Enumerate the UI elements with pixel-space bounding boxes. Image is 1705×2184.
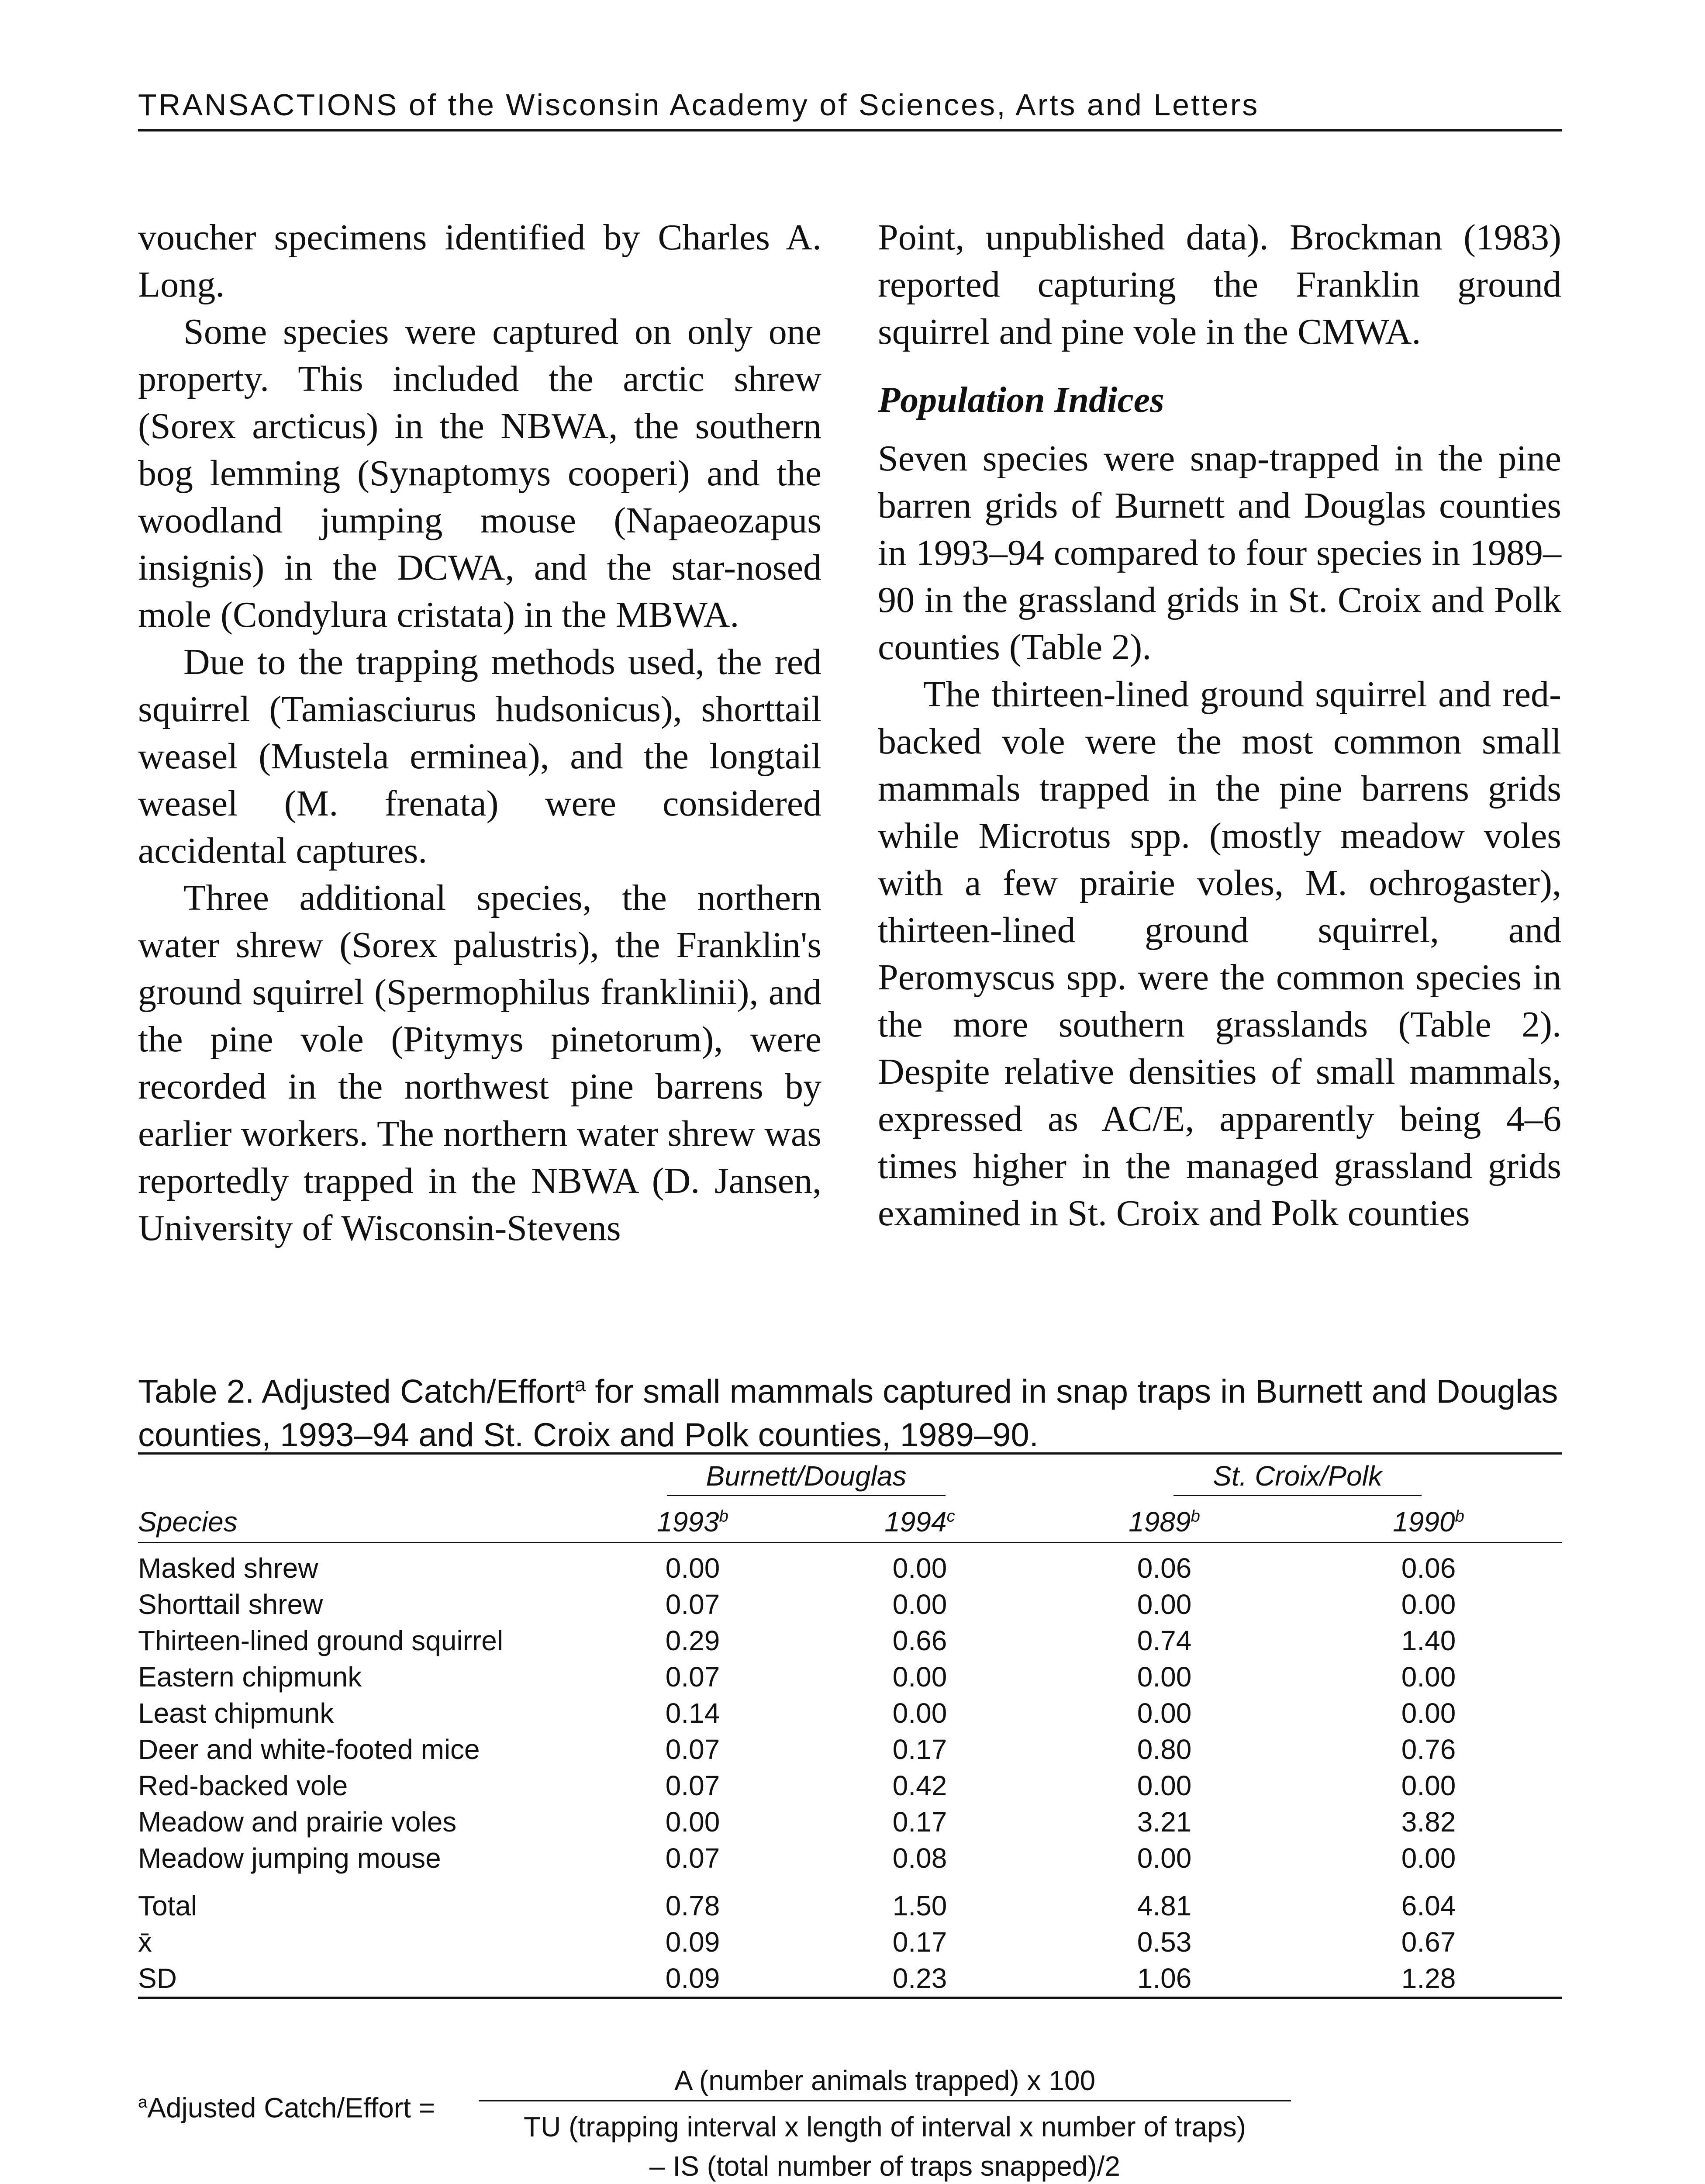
summary-row-sd: [138, 1960, 1562, 1998]
table-row: [138, 1659, 1562, 1695]
value-cell: 0.00: [665, 1806, 720, 1838]
value-cell: 0.00: [1137, 1842, 1192, 1874]
value-cell: 0.00: [1137, 1697, 1192, 1729]
species-cell: Meadow jumping mouse: [138, 1842, 441, 1874]
value-cell: 0.66: [892, 1625, 947, 1656]
formula-denominator: TU (trapping interval x length of interval x number of traps) – IS (total number of traps snapped)/2: [523, 2111, 1246, 2182]
value-cell: 0.00: [1137, 1661, 1192, 1693]
species-cell: Red-backed vole: [138, 1770, 348, 1801]
table-row: [138, 1804, 1562, 1840]
value-cell: 0.78: [665, 1890, 720, 1921]
year-column-header: 1994$^c$: [806, 1502, 1033, 1543]
body-paragraph: Three additional species, the northern water shrew (Sorex palustris), the Franklin's ground squirrel (Spermophilus franklinii), and the pine vole (Pitymys pinetorum), were recorded in the northwest pine barrens by earlier workers. The northern water shrew was reportedly trapped in the NBWA (D. Jansen, University of Wisconsin-Stevens: [138, 878, 821, 1248]
body-paragraph: Some species were captured on only one property. This included the arctic shrew (Sorex arcticus) in the NBWA, the southern bog lemming (Synaptomys cooperi) and the woodland jumping mouse (Napaeozapus insignis) in the DCWA, and the star-nosed mole (Condylura cristata) in the MBWA.: [138, 311, 821, 635]
table-caption-footnote-marker: a: [574, 1373, 586, 1396]
body-paragraph: Point, unpublished data). Brockman (1983) reported capturing the Franklin ground squirrel and pine vole in the CMWA.: [878, 217, 1561, 352]
value-cell: 0.74: [1137, 1625, 1192, 1656]
value-cell: 0.80: [1137, 1734, 1192, 1765]
value-cell: 0.23: [892, 1963, 947, 1994]
value-cell: 1.50: [892, 1890, 947, 1921]
value-cell: 0.06: [1137, 1552, 1192, 1584]
species-cell: Meadow and prairie voles: [138, 1806, 457, 1838]
body-paragraph: The thirteen-lined ground squirrel and red-backed vole were the most common small mammals trapped in the pine barrens grids while Microtus spp. (mostly meadow voles with a few prairie voles, M. ochrogaster), thirteen-lined ground squirrel, and Peromyscus spp. were the common species in the more southern grasslands (Table 2). Despite relative densities of small mammals, expressed as AC/E, apparently being 4–6 times higher in the managed grassland grids examined in St. Croix and Polk counties: [878, 674, 1561, 1234]
table-footnotes: [138, 2062, 1562, 2184]
formula-label: $^a$Adjusted Catch/Effort =: [138, 2092, 435, 2124]
value-cell: 0.07: [665, 1842, 720, 1874]
value-cell: 3.82: [1401, 1806, 1456, 1838]
species-cell: Deer and white-footed mice: [138, 1734, 480, 1765]
value-cell: 0.09: [665, 1926, 720, 1958]
value-cell: 0.17: [892, 1926, 947, 1958]
table-row: [138, 1695, 1562, 1731]
value-cell: 0.07: [665, 1770, 720, 1801]
value-cell: 0.08: [892, 1842, 947, 1874]
year-column-header: 1990$^b$: [1295, 1502, 1562, 1543]
species-cell: Thirteen-lined ground squirrel: [138, 1625, 503, 1656]
table-caption-text: for small mammals captured in snap traps in Burnett and Douglas counties, 1993–94 and St. Croix and Polk counties, 1989–90.: [138, 1373, 1558, 1454]
table-row: [138, 1623, 1562, 1659]
table-row: [138, 1840, 1562, 1876]
value-cell: 0.53: [1137, 1926, 1192, 1958]
value-cell: 0.76: [1401, 1734, 1456, 1765]
value-cell: 0.00: [892, 1552, 947, 1584]
data-table: [138, 1452, 1562, 1999]
value-cell: 4.81: [1137, 1890, 1192, 1921]
value-cell: 0.67: [1401, 1926, 1456, 1958]
table-caption-title: Table 2. Adjusted Catch/Effort: [138, 1373, 575, 1410]
body-paragraph: Seven species were snap-trapped in the pine barren grids of Burnett and Douglas counties in 1993–94 compared to four species in 1989–90 in the grassland grids in St. Croix and Polk counties (Table 2).: [878, 438, 1561, 667]
table-row: [138, 1542, 1562, 1586]
summary-label: x̄: [138, 1926, 152, 1958]
species-cell: Least chipmunk: [138, 1697, 334, 1729]
group-header-st-croix-polk: St. Croix/Polk: [1033, 1454, 1562, 1502]
summary-row-total: [138, 1876, 1562, 1924]
body-paragraph: Due to the trapping methods used, the red squirrel (Tamiasciurus hudsonicus), shorttail weasel (Mustela erminea), and the longtail weasel (M. frenata) were considered accidental captures.: [138, 642, 821, 871]
fraction-bar: [479, 2100, 1291, 2101]
summary-row-mean: [138, 1924, 1562, 1960]
year-column-header: 1989$^b$: [1033, 1502, 1295, 1543]
value-cell: 0.00: [1137, 1770, 1192, 1801]
species-cell: Shorttail shrew: [138, 1589, 323, 1620]
value-cell: 0.42: [892, 1770, 947, 1801]
value-cell: 0.17: [892, 1734, 947, 1765]
right-column: [878, 214, 1561, 1237]
running-head: TRANSACTIONS of the Wisconsin Academy of Sciences, Arts and Letters: [138, 87, 1562, 131]
value-cell: 0.00: [892, 1589, 947, 1620]
value-cell: 0.00: [892, 1697, 947, 1729]
value-cell: 0.07: [665, 1661, 720, 1693]
value-cell: 0.00: [892, 1661, 947, 1693]
table-row: [138, 1731, 1562, 1768]
value-cell: 0.00: [1401, 1661, 1456, 1693]
summary-label: SD: [138, 1963, 177, 1994]
year-column-header: 1993$^b$: [579, 1502, 806, 1543]
value-cell: 0.00: [1401, 1842, 1456, 1874]
value-cell: 0.07: [665, 1589, 720, 1620]
value-cell: 3.21: [1137, 1806, 1192, 1838]
value-cell: 0.17: [892, 1806, 947, 1838]
value-cell: 0.29: [665, 1625, 720, 1656]
table-row: [138, 1768, 1562, 1804]
value-cell: 0.00: [1401, 1770, 1456, 1801]
left-column: [138, 214, 821, 1252]
formula-numerator: A (number animals trapped) x 100: [674, 2065, 1096, 2096]
value-cell: 0.00: [1137, 1589, 1192, 1620]
body-paragraph: voucher specimens identified by Charles A. Long.: [138, 217, 821, 305]
species-column-header: Species: [138, 1502, 579, 1543]
value-cell: 0.07: [665, 1734, 720, 1765]
value-cell: 1.40: [1401, 1625, 1456, 1656]
value-cell: 6.04: [1401, 1890, 1456, 1921]
species-cell: Eastern chipmunk: [138, 1661, 362, 1693]
group-header-burnett-douglas: Burnett/Douglas: [579, 1454, 1033, 1502]
section-heading: Population Indices: [878, 380, 1164, 420]
species-cell: Masked shrew: [138, 1552, 318, 1584]
value-cell: 0.00: [665, 1552, 720, 1584]
value-cell: 0.06: [1401, 1552, 1456, 1584]
value-cell: 0.00: [1401, 1697, 1456, 1729]
table-caption: [138, 1363, 1562, 1457]
value-cell: 0.00: [1401, 1589, 1456, 1620]
value-cell: 0.14: [665, 1697, 720, 1729]
value-cell: 0.09: [665, 1963, 720, 1994]
value-cell: 1.06: [1137, 1963, 1192, 1994]
summary-label: Total: [138, 1890, 197, 1921]
footnote-a-formula: [138, 2062, 1562, 2184]
value-cell: 1.28: [1401, 1963, 1456, 1994]
table-row: [138, 1586, 1562, 1623]
